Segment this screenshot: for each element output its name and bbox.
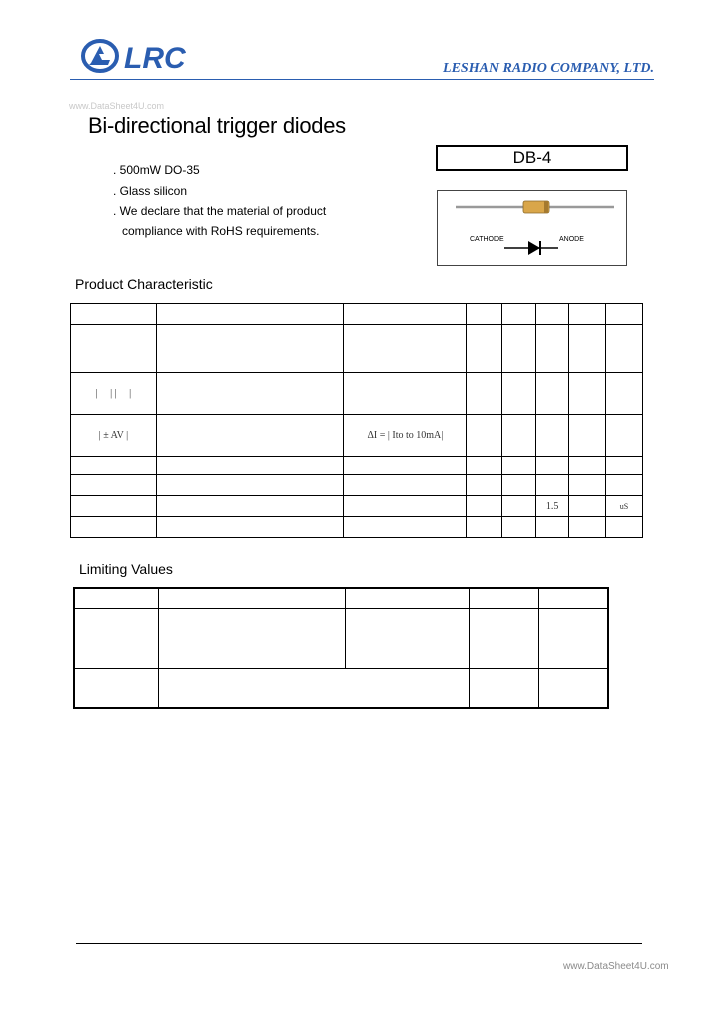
section-heading-limiting: Limiting Values (79, 561, 173, 577)
condition-delta-i: ΔI = | Ito to 10mA| (367, 430, 444, 441)
part-number: DB-4 (512, 148, 552, 167)
footer-divider (76, 943, 642, 944)
table-row (71, 517, 643, 538)
feature-material: . Glass silicon (113, 184, 188, 198)
table-row (71, 304, 643, 325)
feature-rohs-cont: compliance with RoHS requirements. (122, 224, 320, 238)
feature-rohs: . We declare that the material of product (113, 204, 327, 218)
characteristics-table (70, 303, 643, 538)
table-row (74, 588, 608, 608)
watermark-top: www.DataSheet4U.com (69, 101, 165, 111)
package-drawing (438, 191, 626, 265)
header-divider (70, 79, 654, 80)
watermark-bottom: www.DataSheet4U.com (563, 961, 669, 972)
cathode-label: CATHODE (470, 236, 504, 243)
lrc-logo (80, 36, 205, 78)
part-number-box (436, 145, 628, 171)
table-row (71, 457, 643, 475)
table-row (71, 475, 643, 496)
unit-us: uS (619, 502, 629, 511)
company-name: LESHAN RADIO COMPANY, LTD. (443, 61, 654, 76)
symbol-bars: | | | | (95, 388, 132, 399)
feature-package: . 500mW DO-35 (113, 163, 200, 177)
table-row (71, 373, 643, 415)
min-value: 1.5 (545, 500, 559, 512)
page-title: Bi-directional trigger diodes (88, 113, 346, 138)
table-row (71, 496, 643, 517)
symbol-delta-v: | ± AV | (98, 430, 129, 441)
limiting-table (73, 587, 609, 709)
table-row (74, 608, 608, 628)
anode-label: ANODE (559, 236, 584, 243)
table-row (71, 415, 643, 457)
section-heading-characteristics: Product Characteristic (75, 276, 213, 292)
table-row (74, 668, 608, 708)
cathode-band (544, 201, 548, 213)
logo-wordmark: LRC (124, 42, 186, 75)
package-diagram (437, 190, 627, 266)
table-row (71, 325, 643, 373)
symbol-arrow (528, 241, 540, 255)
